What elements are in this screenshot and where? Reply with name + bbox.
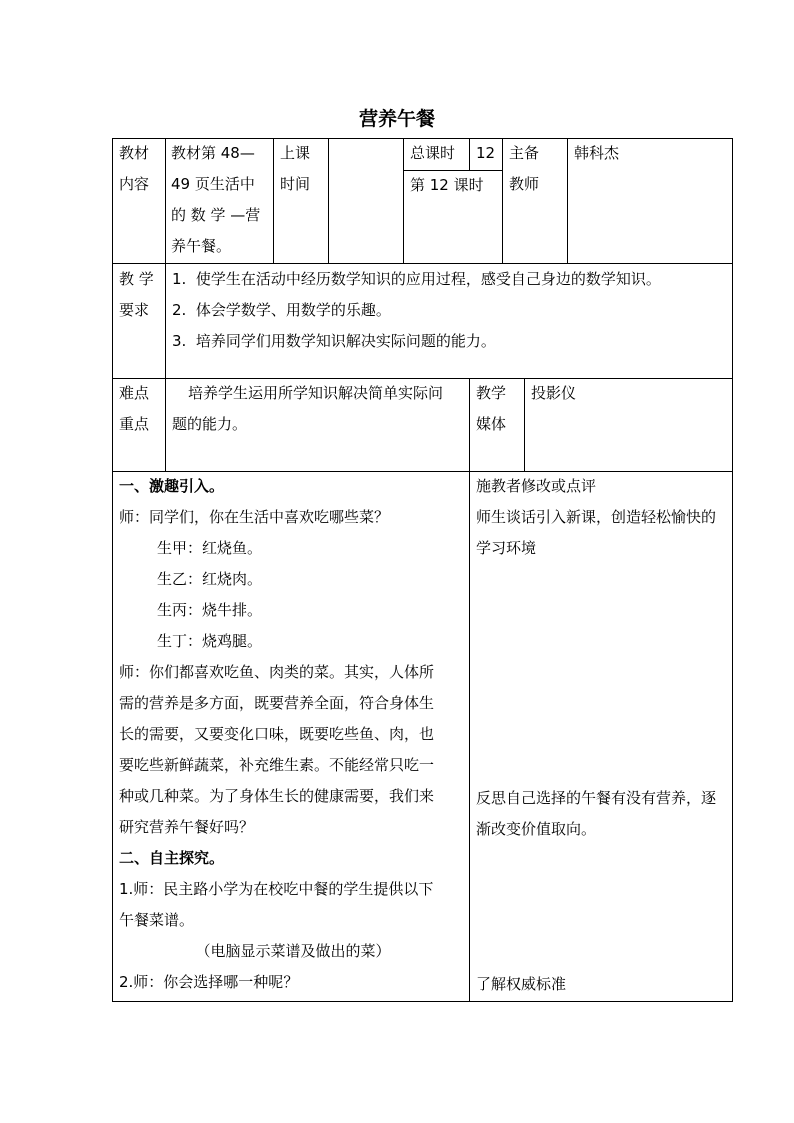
note-line: 学习环境 bbox=[476, 539, 537, 557]
process-line: 生甲：红烧鱼。 bbox=[157, 539, 263, 557]
key-points-text: 培养学生运用所学知识解决简单实际问 题的能力。 bbox=[172, 384, 444, 433]
lead-teacher-name: 韩科杰 bbox=[574, 144, 620, 162]
process-notes bbox=[476, 471, 730, 564]
note-line: 施教者修改或点评 bbox=[476, 477, 597, 495]
media-value: 投影仪 bbox=[531, 384, 577, 402]
process-line: 要吃些新鲜蔬菜，补充维生素。不能经常只吃一 bbox=[119, 756, 435, 774]
process-line: 1.师：民主路小学为在校吃中餐的学生提供以下 bbox=[119, 880, 434, 898]
note-line: 了解权威标准 bbox=[476, 975, 567, 993]
process-notes-standard bbox=[476, 969, 730, 1000]
requirement-item: 1. 使学生在活动中经历数学知识的应用过程，感受自己身边的数学知识。 bbox=[172, 270, 661, 288]
note-line: 师生谈话引入新课，创造轻松愉快的 bbox=[476, 508, 717, 526]
requirements-label: 教 学 要求 bbox=[119, 270, 154, 319]
requirements-list bbox=[172, 264, 730, 357]
section-heading: 一、激趣引入。 bbox=[119, 477, 225, 495]
process-line: 生乙：红烧肉。 bbox=[157, 570, 263, 588]
requirement-item: 3. 培养同学们用数学知识解决实际问题的能力。 bbox=[172, 332, 496, 350]
lead-teacher-label: 主备 教师 bbox=[509, 144, 540, 193]
page-title: 营养午餐 bbox=[358, 108, 435, 130]
process-line: 需的营养是多方面，既要营养全面，符合身体生 bbox=[119, 694, 435, 712]
note-line: 渐改变价值取向。 bbox=[476, 820, 597, 838]
process-content bbox=[119, 471, 467, 998]
process-notes-reflection bbox=[476, 783, 730, 845]
note-line: 反思自己选择的午餐有没有营养，逐 bbox=[476, 789, 717, 807]
media-label: 教学 媒体 bbox=[476, 384, 507, 433]
total-hours-label: 总课时 bbox=[410, 144, 456, 162]
process-line: 生丙：烧牛排。 bbox=[157, 601, 263, 619]
process-line: （电脑显示菜谱及做出的菜） bbox=[195, 942, 391, 960]
key-points-label: 难点 重点 bbox=[119, 384, 150, 433]
material-content: 教材第 48— 49 页生活中 的 数 学 —营 养午餐。 bbox=[171, 144, 261, 255]
class-time-label: 上课 时间 bbox=[280, 144, 311, 193]
process-line: 研究营养午餐好吗？ bbox=[119, 818, 255, 836]
process-line: 师：你们都喜欢吃鱼、肉类的菜。其实，人体所 bbox=[119, 663, 435, 681]
process-line: 午餐菜谱。 bbox=[119, 911, 195, 929]
process-line: 师：同学们，你在生活中喜欢吃哪些菜？ bbox=[119, 508, 390, 526]
material-label: 教材 内容 bbox=[119, 144, 150, 193]
process-line: 生丁：烧鸡腿。 bbox=[157, 632, 263, 650]
lesson-number: 第 12 课时 bbox=[410, 176, 484, 194]
total-hours-value: 12 bbox=[476, 144, 496, 162]
requirement-item: 2. 体会学数学、用数学的乐趣。 bbox=[172, 301, 391, 319]
section-heading: 二、自主探究。 bbox=[119, 849, 225, 867]
process-line: 2.师：你会选择哪一种呢？ bbox=[119, 973, 299, 991]
process-line: 长的需要，又要变化口味，既要吃些鱼、肉，也 bbox=[119, 725, 435, 743]
process-line: 种或几种菜。为了身体生长的健康需要，我们来 bbox=[119, 787, 435, 805]
